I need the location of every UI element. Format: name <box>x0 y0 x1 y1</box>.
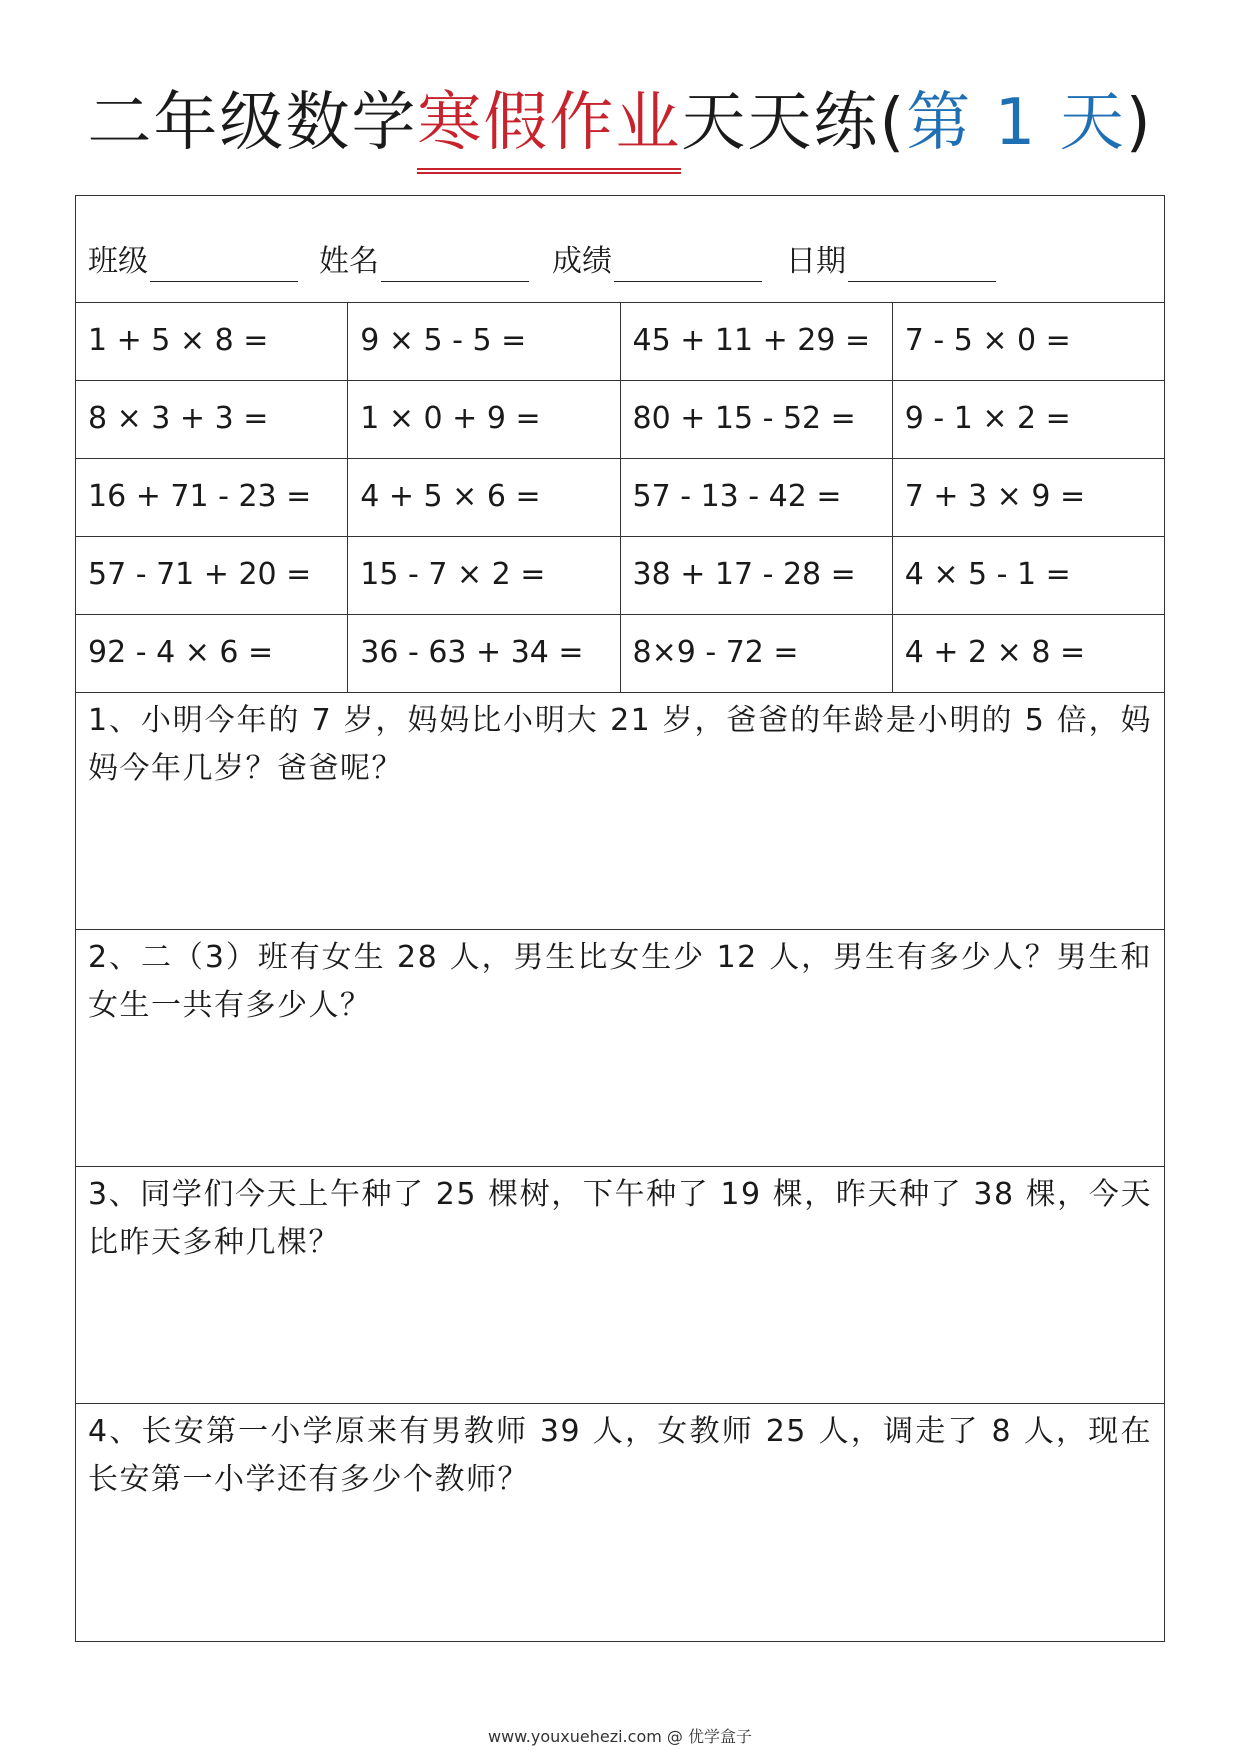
calc-cell[interactable]: 8 × 3 + 3 = <box>76 381 348 458</box>
footer-credit: www.youxuehezi.com @ 优学盒子 <box>488 1727 752 1746</box>
calc-cell[interactable]: 4 × 5 - 1 = <box>904 557 1071 592</box>
page-title <box>0 78 1240 168</box>
title-close: ) <box>1125 86 1153 160</box>
calc-cell[interactable]: 57 - 71 + 20 = <box>76 537 348 614</box>
title-highlight: 寒假作业 <box>417 78 681 168</box>
calc-row <box>76 381 1164 459</box>
calc-cell[interactable]: 80 + 15 - 52 = <box>621 381 893 458</box>
name-label: 姓名 <box>319 244 379 279</box>
calc-cell[interactable]: 4 + 5 × 6 = <box>348 459 620 536</box>
title-grade: 二年级数学 <box>87 86 418 160</box>
calc-cell[interactable]: 7 + 3 × 9 = <box>904 479 1086 514</box>
score-field[interactable] <box>552 242 762 282</box>
calc-cell[interactable]: 9 - 1 × 2 = <box>904 401 1071 436</box>
score-label: 成绩 <box>552 244 612 279</box>
date-field[interactable] <box>786 242 996 282</box>
calc-cell[interactable]: 8×9 - 72 = <box>621 615 893 692</box>
calc-cell[interactable]: 7 - 5 × 0 = <box>904 323 1071 358</box>
date-label: 日期 <box>786 244 846 279</box>
title-practice: 天天练( <box>681 86 907 160</box>
class-field[interactable] <box>88 242 298 282</box>
name-blank[interactable] <box>381 251 529 282</box>
worksheet <box>75 195 1165 1642</box>
calculation-grid <box>76 303 1164 693</box>
calc-cell[interactable]: 45 + 11 + 29 = <box>621 303 893 380</box>
name-field[interactable] <box>319 242 529 282</box>
calc-row <box>76 303 1164 381</box>
calc-cell[interactable]: 16 + 71 - 23 = <box>76 459 348 536</box>
title-day: 第 1 天 <box>906 86 1126 160</box>
calc-cell[interactable]: 36 - 63 + 34 = <box>348 615 620 692</box>
word-problem-4[interactable]: 4、长安第一小学原来有男教师 39 人，女教师 25 人，调走了 8 人，现在长安第一小学还有多少个教师？ <box>88 1414 1152 1497</box>
word-problem-2[interactable]: 2、二（3）班有女生 28 人，男生比女生少 12 人，男生有多少人？男生和女生一共有多少人？ <box>76 930 1164 1167</box>
calc-cell[interactable]: 1 × 0 + 9 = <box>348 381 620 458</box>
calc-row <box>76 537 1164 615</box>
word-problem-1[interactable]: 1、小明今年的 7 岁，妈妈比小明大 21 岁，爸爸的年龄是小明的 5 倍，妈妈今年几岁？爸爸呢？ <box>76 693 1164 930</box>
calc-row <box>76 459 1164 537</box>
calc-cell[interactable]: 57 - 13 - 42 = <box>621 459 893 536</box>
date-blank[interactable] <box>848 251 996 282</box>
calc-cell[interactable]: 9 × 5 - 5 = <box>348 303 620 380</box>
student-info-row <box>76 196 1164 303</box>
calc-cell[interactable]: 1 + 5 × 8 = <box>76 303 348 380</box>
calc-cell[interactable]: 92 - 4 × 6 = <box>76 615 348 692</box>
calc-cell[interactable]: 4 + 2 × 8 = <box>904 635 1086 670</box>
calc-cell[interactable]: 38 + 17 - 28 = <box>621 537 893 614</box>
calc-row <box>76 615 1164 693</box>
word-problem-3[interactable]: 3、同学们今天上午种了 25 棵树，下午种了 19 棵，昨天种了 38 棵，今天比昨天多种几棵？ <box>76 1167 1164 1404</box>
class-blank[interactable] <box>150 251 298 282</box>
class-label: 班级 <box>88 244 148 279</box>
calc-cell[interactable]: 15 - 7 × 2 = <box>348 537 620 614</box>
score-blank[interactable] <box>614 251 762 282</box>
